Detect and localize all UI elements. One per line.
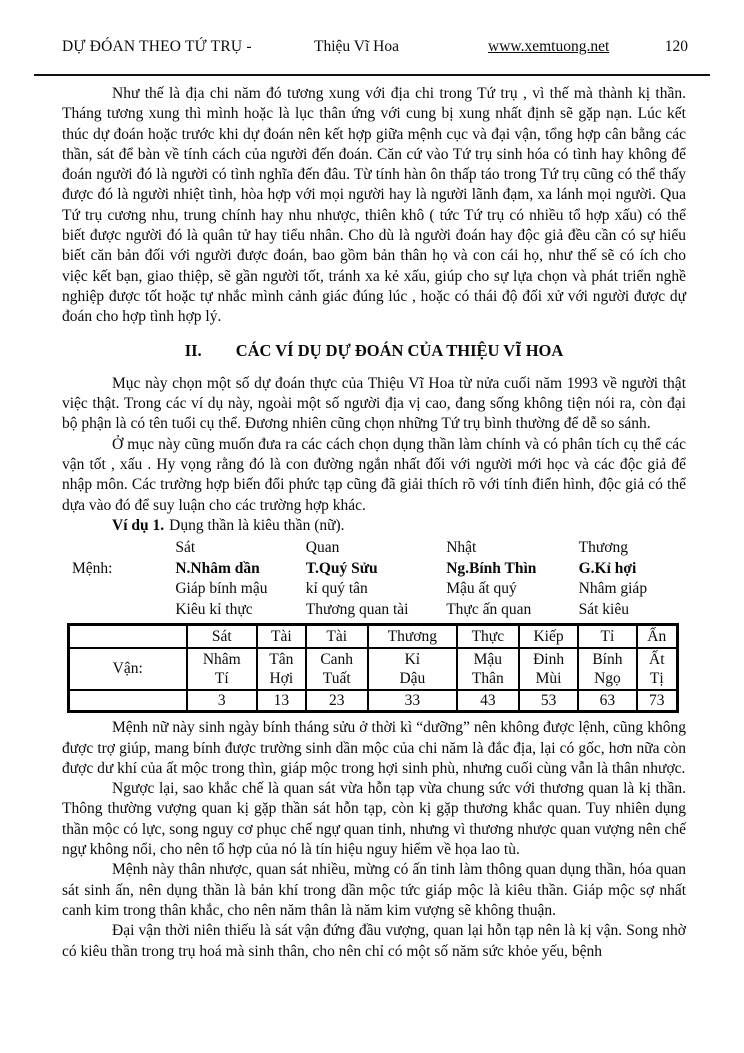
pillar-cell: N.Nhâm dần: [175, 559, 260, 577]
menh-label: Mệnh:: [72, 559, 113, 577]
table-row: [69, 625, 678, 648]
page-number: 120: [664, 38, 688, 55]
age-cell: 43: [457, 690, 519, 712]
paragraph-method-intro: Ở mục này cũng muốn đưa ra các cách chọn dụng thần làm chính và có phân tích cụ thể các vận tốt , xấu . Hy vọng rằng đó là con đường ngắn nhất đối với người mới học và các độc giả để nhập môn. Các trường hợp biến đổi phức tạp cũng đã giải thích rõ với tính điển hình, độc giả có thể dựa vào đó để suy luận cho các trường hợp khác.: [62, 435, 686, 514]
empty-cell: [69, 690, 187, 712]
section-heading: [62, 341, 686, 361]
table-row: [62, 559, 686, 580]
book-title: DỰ ĐÓAN THEO TỨ TRỤ -: [62, 38, 252, 55]
example-caption: [62, 516, 686, 536]
god-cell: Thương: [578, 539, 628, 557]
hidden-stems-cell: Mậu ất quý: [446, 580, 517, 598]
pillar-cell: G.Kỉ hợi: [578, 559, 637, 577]
gods2-cell: Kiêu kỉ thực: [175, 600, 253, 618]
table-row: [62, 579, 686, 600]
van-luck-table: [67, 623, 679, 713]
paragraph-analysis-2: Ngược lại, sao khắc chế là quan sát vừa hỗn tạp vừa chung sức với thương quan là kị thần. Thông thường vượng quan kị gặp thần sát hỗn tạp, còn kị gặp thương khắc quan. Tuy nhiên dụng thần mộc có lực, song nguy cơ phục chế ngự quan tinh, nhưng vì thương nhược quan vượng nên chế ngự không nổi, cho nên tổ hợp của nó là tín hiệu nguy hiểm về họa lao tù.: [62, 780, 686, 859]
empty-cell: [62, 579, 175, 600]
pillar-cell: Đinh Mùi: [519, 648, 579, 690]
age-cell: 3: [187, 690, 258, 712]
empty-cell: [62, 600, 175, 621]
paragraph-analysis-1: Mệnh nữ này sinh ngày bính tháng sửu ở thời kì “dưỡng” nên không được lệnh, cũng không được trợ giúp, mang bính được trường sinh dần mộc của chi năm là đắc địa, lại có gốc, hơn nữa còn được dư khí của ất mộc trong thìn, giáp mộc trong hợi sinh phù, nhưng cuối cùng vẫn là thân nhược.: [62, 719, 686, 777]
table-row: [62, 538, 686, 559]
empty-cell: [62, 538, 175, 559]
paragraph-examples-intro: Mục này chọn một số dự đoán thực của Thiệu Vĩ Hoa từ nửa cuối năm 1993 về người thật việc thật. Trong các ví dụ này, ngoài một số người địa vị cao, đang sống không tiện nói ra, còn đại bộ phận là có tên tuổi cụ thể. Đương nhiên cũng chọn những Tứ trụ bình thường để dễ so sánh.: [62, 374, 686, 433]
god-cell: Sát: [175, 539, 196, 557]
gods2-cell: Thực ấn quan: [446, 600, 532, 618]
age-cell: 53: [519, 690, 579, 712]
god-cell: Tài: [306, 625, 368, 648]
table-row: [69, 690, 678, 712]
pillar-cell: Canh Tuất: [306, 648, 368, 690]
table-row: [62, 600, 686, 621]
page-content: [0, 76, 744, 962]
empty-cell: [69, 625, 187, 648]
pillar-cell: Mậu Thân: [457, 648, 519, 690]
section-number: II.: [184, 340, 202, 360]
age-cell: 73: [637, 690, 678, 712]
hidden-stems-cell: Nhâm giáp: [578, 580, 648, 598]
age-cell: 13: [257, 690, 305, 712]
god-cell: Kiếp: [519, 625, 579, 648]
paragraph-analysis-4: Đại vận thời niên thiếu là sát vận đứng đầu vượng, quan lại hỗn tạp nên là kị vận. Song nhờ có kiêu thần trong trụ hoá mà sinh thân, cho nên chỉ có một số năm sức khỏe yếu, bệnh: [62, 922, 686, 960]
god-cell: Sát: [187, 625, 258, 648]
pillar-cell: Bính Ngọ: [578, 648, 636, 690]
pillar-cell: T.Quý Sửu: [305, 559, 378, 577]
pillar-cell: Nhâm Tí: [187, 648, 258, 690]
god-cell: Tài: [257, 625, 305, 648]
pillar-cell: Ng.Bính Thìn: [446, 559, 537, 577]
gods2-cell: Sát kiêu: [578, 600, 629, 618]
menh-pillars-table: [62, 538, 686, 620]
pillar-cell: Ất Tị: [637, 648, 678, 690]
age-cell: 63: [578, 690, 636, 712]
table-row: [69, 648, 678, 690]
god-cell: Thương: [368, 625, 457, 648]
author-name: Thiệu Vĩ Hoa: [314, 38, 399, 55]
van-label: Vận:: [69, 648, 187, 690]
website-link[interactable]: www.xemtuong.net: [488, 38, 610, 55]
page-header: [0, 0, 744, 56]
paragraph-analysis-3: Mệnh này thân nhược, quan sát nhiều, mừng có ấn tinh làm thông quan dụng thần, hóa quan sát sinh ấn, nên dụng thần là bản khí trong dần mộc tức giáp mộc là kiêu thần. Giáp mộc sợ nhất canh kim trong thân khắc, cho nên năm thân là năm kim vượng sẽ không thuận.: [62, 861, 686, 919]
god-cell: Ấn: [637, 625, 678, 648]
pillar-cell: Kỉ Dậu: [368, 648, 457, 690]
age-cell: 33: [368, 690, 457, 712]
example-text: Dụng thần là kiêu thần (nữ).: [169, 516, 345, 534]
god-cell: Quan: [305, 539, 340, 557]
pillar-cell: Tân Hợi: [257, 648, 305, 690]
age-cell: 23: [306, 690, 368, 712]
gods2-cell: Thương quan tài: [305, 600, 409, 618]
hidden-stems-cell: kỉ quý tân: [305, 580, 368, 598]
god-cell: Thực: [457, 625, 519, 648]
god-cell: Nhật: [446, 539, 477, 557]
hidden-stems-cell: Giáp bính mậu: [175, 580, 268, 598]
section-title: CÁC VÍ DỤ DỰ ĐOÁN CỦA THIỆU VĨ HOA: [235, 340, 564, 360]
god-cell: Tỉ: [578, 625, 636, 648]
paragraph-intro: Như thế là địa chi năm đó tương xung với địa chi trong Tứ trụ , vì thế mà thành kị thần. Tháng tương xung thì mình hoặc là lục thân ứng với cung bị xung nhất định sẽ gặp nạn. Lúc kết thúc dự đoán hoặc trước khi dự đoán nên kết hợp giữa mệnh cục và đại vận, tổng hợp cân bằng các thần, sát để bàn về tính cách của người đến đoán. Căn cứ vào Tứ trụ sinh hóa có tình hay không để đoán người đó là người có tình nghĩa đến đâu. Từ tính hàn ôn thấp táo trong Tứ trụ cũng có thể thấy được đó là người nhiệt tình, hòa hợp với mọi người hay là người lãnh đạm, xa lánh mọi người. Qua Tứ trụ cương nhu, trung chính hay nhu nhược, thiên khô ( tức Tứ trụ có nhiều tổ hợp xấu) có thể biết được người đó là quân tử hay tiểu nhân. Cho dù là người đoán hay độc giả đều cần có sự hiểu biết căn bản đối với người được đoán, bao gồm bản thân họ và con cái họ, như thế sẽ có ích cho việc kết bạn, giao thiệp, sẽ gần người tốt, tránh xa kẻ xấu, giúp cho sự lựa chọn và phát triển nghề nghiệp được tốt hoặc tự nhắc mình cảnh giác đúng lúc , hoặc có thái độ đối xử với người được dự đoán cho hợp tình hợp lý.: [62, 85, 686, 326]
example-label: Ví dụ 1.: [112, 516, 165, 534]
